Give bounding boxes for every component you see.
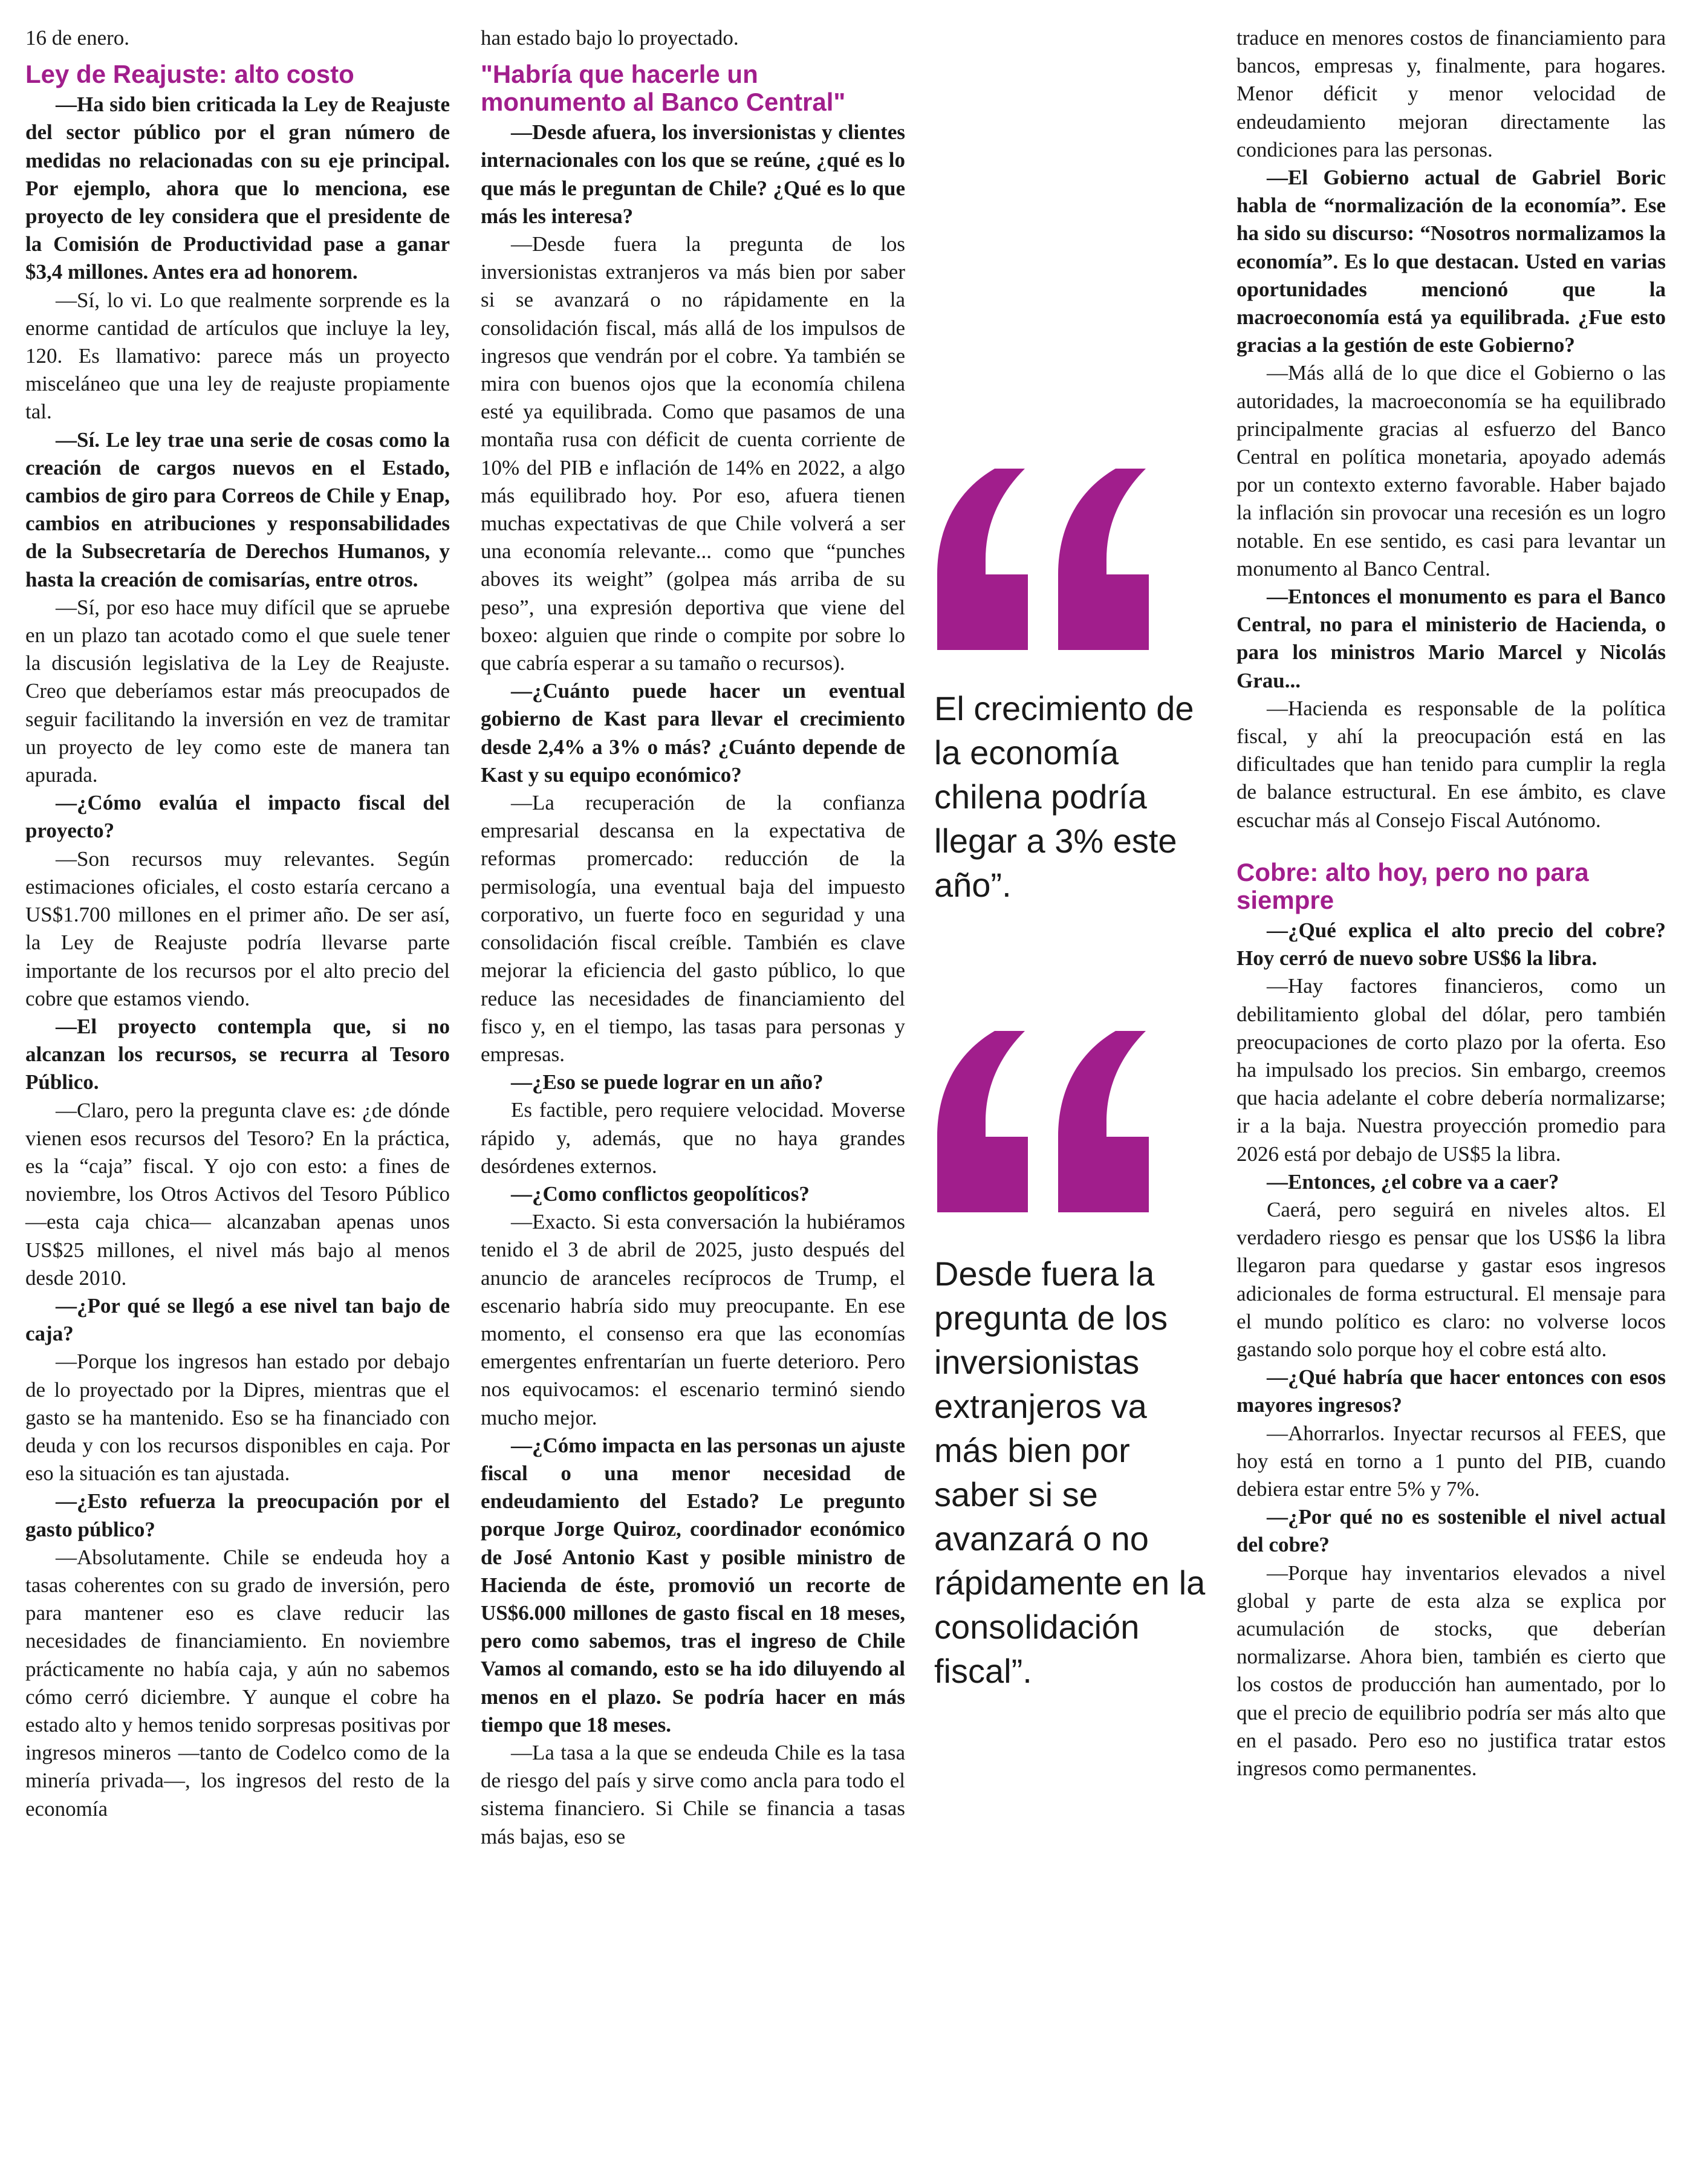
answer: —La tasa a la que se endeuda Chile es la tasa de riesgo del país y sirve como ancla para todo el sistema financiero. Si Chile se financia a tasas más bajas, eso se — [481, 1740, 905, 1848]
pull-quote: Desde fuera la pregunta de los inversionistas extranjeros va más bien por saber si se avanzará o no rápidamente en la consolidación fiscal”. — [934, 1255, 1206, 1690]
quote-mark-left-icon — [928, 1031, 1037, 1212]
answer: —Exacto. Si esta conversación la hubiéramos tenido el 3 de abril de 2025, justo después del anuncio de aranceles recíprocos de Trump, el escenario habría sido muy preocupante. En ese momento, el consenso era que las economías emergentes enfrentarían un fuerte deterioro. Pero nos equivocamos: el escenario terminó siendo mucho mejor. — [481, 1210, 905, 1429]
paragraph: 16 de enero. — [25, 26, 130, 50]
question: —¿Eso se puede lograr en un año? — [511, 1070, 824, 1094]
answer: —Son recursos muy relevantes. Según estimaciones oficiales, el costo estaría cercano a US$1.700 millones en el primer año. De ser así, la Ley de Reajuste podría llevarse parte importante de los recursos por el alto precio del cobre que estamos viendo. — [25, 847, 450, 1010]
answer: —Porque los ingresos han estado por debajo de lo proyectado por la Dipres, mientras que el gasto se ha mantenido. Eso se ha financiado con deuda y con los recursos disponibles en caja. Por eso la situación es tan ajustada. — [25, 1350, 450, 1486]
question: —Entonces el monumento es para el Banco Central, no para el ministerio de Hacienda, o para los ministros Mario Marcel y Nicolás Grau... — [1236, 585, 1666, 692]
paragraph: han estado bajo lo proyectado. — [481, 26, 739, 50]
answer: —Porque hay inventarios elevados a nivel global y parte de esta alza se explica por acumulación de stocks, que deberían normalizarse. Ahora bien, también es cierto que los costos de producción han aumentado, por lo que el precio de equilibrio podría ser más alto que en el pasado. Pero eso no justifica tratar estos ingresos como permanentes. — [1236, 1561, 1666, 1780]
quote-mark-icon — [928, 469, 1182, 662]
question: —Ha sido bien criticada la Ley de Reajuste del sector público por el gran número de medidas no relacionadas con su eje principal. Por ejemplo, ahora que lo menciona, ese proyecto de ley considera que el presidente de la Comisión de Productividad pase a ganar $3,4 millones. Antes era ad honorem. — [25, 93, 450, 284]
section-heading: Cobre: alto hoy, pero no para siempre — [1236, 857, 1589, 914]
paragraph: traduce en menores costos de financiamiento para bancos, empresas y, finalmente, para hogares. Menor déficit y menor velocidad de endeudamiento mejoran directamente las condiciones para las personas. — [1236, 26, 1666, 161]
section-heading: Ley de Reajuste: alto costo — [25, 60, 354, 89]
question: —¿Cuánto puede hacer un eventual gobierno de Kast para llevar el crecimiento desde 2,4% a 3% o más? ¿Cuánto depende de Kast y su equipo económico? — [481, 679, 905, 787]
answer: —Hacienda es responsable de la política fiscal, y ahí la preocupación está en las dificultades que han tenido para cumplir la regla de balance estructural. En ese ámbito, es clave escuchar más al Consejo Fiscal Autónomo. — [1236, 696, 1666, 832]
answer: —Absolutamente. Chile se endeuda hoy a tasas coherentes con su grado de inversión, pero para mantener eso es clave reducir las necesidades de financiamiento. En noviembre prácticamente no había caja, y aún no sabemos cómo cerró diciembre. Y aunque el cobre ha estado alto y hemos tenido sorpresas positivas por ingresos mineros —tanto de Codelco como de la minería privada—, los ingresos del resto de la economía — [25, 1545, 450, 1821]
column-4 — [1236, 24, 1666, 1783]
answer: —Más allá de lo que dice el Gobierno o las autoridades, la macroeconomía se ha equilibrado principalmente gracias al esfuerzo del Banco Central en política monetaria, apoyado además por un contexto externo favorable. Haber bajado la inflación sin provocar una recesión es un logro notable. En ese sentido, es casi para levantar un monumento al Banco Central. — [1236, 361, 1666, 580]
section-heading: "Habría que hacerle un monumento al Banco Central" — [481, 60, 846, 117]
answer: —La recuperación de la confianza empresarial descansa en la expectativa de reformas promercado: reducción de la permisología, una eventual baja del impuesto corporativo, un fuerte foco en seguridad y una consolidación fiscal creíble. También es clave mejorar la eficiencia del gasto público, lo que reduce las necesidades de financiamiento del fisco y, en el tiempo, las tasas para personas y empresas. — [481, 791, 905, 1066]
quote-mark-left-icon — [928, 469, 1037, 650]
answer: —Ahorrarlos. Inyectar recursos al FEES, que hoy está en torno a 1 punto del PIB, cuando debiera estar entre 5% y 7%. — [1236, 1421, 1666, 1501]
question: —Entonces, ¿el cobre va a caer? — [1267, 1169, 1559, 1194]
question: —¿Como conflictos geopolíticos? — [511, 1181, 810, 1206]
question: —¿Cómo impacta en las personas un ajuste fiscal o una menor necesidad de endeudamiento del Estado? Le pregunto porque Jorge Quiroz, coordinador económico de José Antonio Kast y posible ministro de Hacienda de éste, promovió un recorte de US$6.000 millones de gasto fiscal en 18 meses, pero como sabemos, tras el ingreso de Chile Vamos al comando, esto se ha ido diluyendo al menos en el plazo. Se podría hacer en más tiempo que 18 meses. — [481, 1433, 905, 1737]
answer: —Hay factores financieros, como un debilitamiento global del dólar, pero también preocupaciones de corto plazo por la oferta. Eso ha impulsado los precios. Sin embargo, creemos que hacia adelante el cobre debería normalizarse; ir a la baja. Nuestra proyección promedio para 2026 está por debajo de US$5 la libra. — [1236, 974, 1666, 1166]
answer: —Sí, lo vi. Lo que realmente sorprende es la enorme cantidad de artículos que incluye la ley, 120. Es llamativo: parece más un proyecto misceláneo que una ley de reajuste propiamente tal. — [25, 288, 450, 424]
answer: —Sí, por eso hace muy difícil que se apruebe en un plazo tan acotado como el que suele tener la discusión legislativa de la Ley de Reajuste. Creo que deberíamos estar más preocupados de seguir facilitando la inversión en vez de tramitar un proyecto de ley como este de manera tan apurada. — [25, 595, 450, 787]
question: —¿Cómo evalúa el impacto fiscal del proyecto? — [25, 791, 450, 843]
column-2 — [481, 24, 905, 1851]
question: —Desde afuera, los inversionistas y clientes internacionales con los que se reúne, ¿qué es lo que más le preguntan de Chile? ¿Qué es lo que más les interesa? — [481, 120, 905, 228]
quote-mark-right-icon — [1049, 1031, 1158, 1212]
question: —¿Qué habría que hacer entonces con esos mayores ingresos? — [1236, 1365, 1666, 1417]
question: —¿Por qué se llegó a ese nivel tan bajo de caja? — [25, 1293, 450, 1346]
pull-quote: El crecimiento de la economía chilena podría llegar a 3% este año”. — [934, 689, 1194, 904]
question: —¿Qué explica el alto precio del cobre? Hoy cerró de nuevo sobre US$6 la libra. — [1236, 918, 1666, 970]
quote-mark-icon — [928, 1031, 1182, 1224]
question: —¿Por qué no es sostenible el nivel actual del cobre? — [1236, 1505, 1666, 1557]
answer: Caerá, pero seguirá en niveles altos. El verdadero riesgo es pensar que los US$6 la libra llegaron para quedarse y gastar esos ingresos adicionales de forma estructural. El mensaje para el mundo político es claro: no volverse locos gastando solo porque hoy el cobre está alto. — [1236, 1197, 1666, 1361]
question: —¿Esto refuerza la preocupación por el gasto público? — [25, 1489, 450, 1541]
column-1 — [25, 24, 450, 1823]
answer: —Claro, pero la pregunta clave es: ¿de dónde vienen esos recursos del Tesoro? En la práctica, es la “caja” fiscal. Y ojo con esto: a fines de noviembre, los Otros Activos del Tesoro Público —esta caja chica— alcanzaban apenas unos US$25 millones, el nivel más bajo al menos desde 2010. — [25, 1098, 450, 1290]
quote-mark-right-icon — [1049, 469, 1158, 650]
answer: Es factible, pero requiere velocidad. Moverse rápido y, además, que no haya grandes desórdenes externos. — [481, 1098, 905, 1178]
answer: —Desde fuera la pregunta de los inversionistas extranjeros va más bien por saber si se avanzará o no rápidamente en la consolidación fiscal, más allá de los impulsos de ingresos que vendrán por el cobre. Ya también se mira con buenos ojos que la economía chilena esté ya equilibrada. Como que pasamos de una montaña rusa con déficit de cuenta corriente de 10% del PIB e inflación de 14% en 2022, a algo más equilibrado hoy. Por eso, afuera tienen muchas expectativas de que Chile volverá a ser una economía relevante... como que “punches aboves its weight” (golpea más arriba de su peso”, una expresión deportiva que viene del boxeo: alguien que rinde o compite por sobre lo que cabría esperar a su tamaño o recursos). — [481, 232, 905, 675]
question: —El Gobierno actual de Gabriel Boric habla de “normalización de la economía”. Ese ha sido su discurso: “Nosotros normalizamos la economía”. Es lo que destacan. Usted en varias oportunidades mencionó que la macroeconomía está ya equilibrada. ¿Fue esto gracias a la gestión de este Gobierno? — [1236, 166, 1666, 357]
question: —Sí. Le ley trae una serie de cosas como la creación de cargos nuevos en el Estado, cambios de giro para Correos de Chile y Enap, cambios en atribuciones y responsabilidades de la Subsecretaría de Derechos Humanos, y hasta la creación de comisarías, entre otros. — [25, 427, 450, 591]
question: —El proyecto contempla que, si no alcanzan los recursos, se recurra al Tesoro Público. — [25, 1014, 450, 1094]
